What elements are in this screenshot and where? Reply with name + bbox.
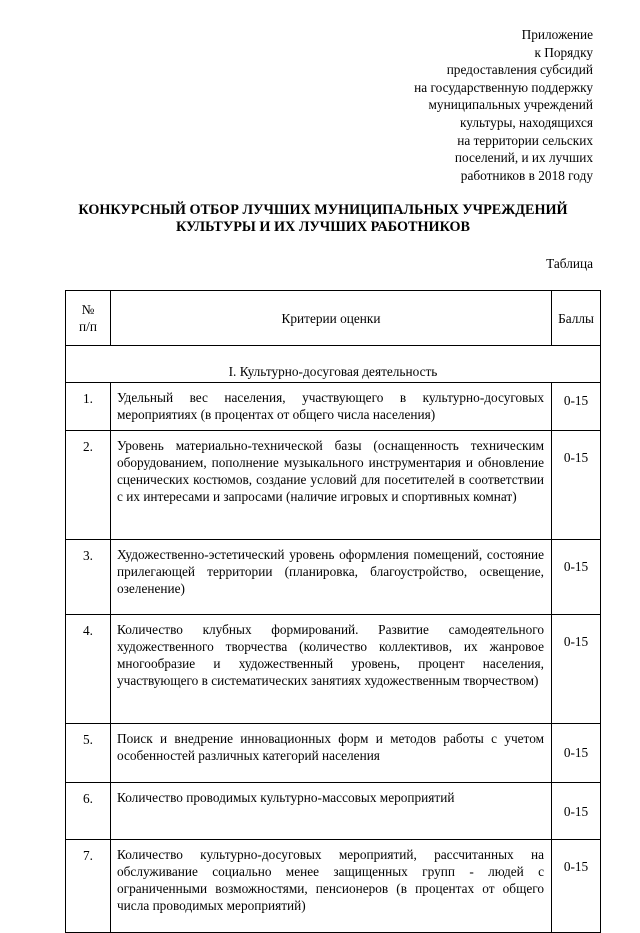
document-title <box>48 202 598 236</box>
row-number: 1. <box>66 383 111 431</box>
appendix-line: поселений, и их лучших <box>454 150 593 166</box>
appendix-line: Приложение <box>521 27 593 42</box>
row-number: 5. <box>66 724 111 783</box>
table-row <box>66 383 601 431</box>
row-score: 0-15 <box>552 724 601 783</box>
row-criteria: Уровень материально-технической базы (оснащенность техническим оборудованием, пополнение музыкального инструментария и обновление сценических костюмов, создание условий для посетителей в соответствии с их интересами и запросами (наличие игровых и спортивных комнат) <box>111 431 552 540</box>
table-row <box>66 540 601 615</box>
appendix-line: предоставления субсидий <box>446 62 593 78</box>
table-row <box>66 615 601 724</box>
row-number: 4. <box>66 615 111 724</box>
table-label: Таблица <box>546 256 593 271</box>
appendix-note <box>333 26 593 184</box>
header-criteria: Критерии оценки <box>111 291 552 346</box>
row-number: 3. <box>66 540 111 615</box>
appendix-line: муниципальных учреждений <box>428 97 593 113</box>
table-row <box>66 783 601 840</box>
appendix-line: культуры, находящихся <box>460 114 593 130</box>
criteria-table <box>65 290 601 933</box>
row-criteria: Художественно-эстетический уровень оформления помещений, состояние прилегающей территории (планировка, благоустройство, освещение, озеленение) <box>111 540 552 615</box>
appendix-line: на государственную поддержку <box>414 79 593 95</box>
row-score: 0-15 <box>552 383 601 431</box>
section-title: I. Культурно-досуговая деятельность <box>66 346 601 383</box>
row-score: 0-15 <box>552 840 601 933</box>
document-title-line-1: КОНКУРСНЫЙ ОТБОР ЛУЧШИХ МУНИЦИПАЛЬНЫХ УЧРЕЖДЕНИЙ <box>78 202 568 218</box>
table-row <box>66 431 601 540</box>
row-score: 0-15 <box>552 615 601 724</box>
row-score: 0-15 <box>552 540 601 615</box>
row-criteria: Количество культурно-досуговых мероприятий, рассчитанных на обслуживание социально менее защищенных групп - людей с ограниченными возможностями, пенсионеров (в процентах от общего числа проводимых мероприятий) <box>111 840 552 933</box>
row-criteria: Количество проводимых культурно-массовых мероприятий <box>111 783 552 840</box>
appendix-line: на территории сельских <box>457 132 593 148</box>
appendix-line: к Порядку <box>534 44 593 60</box>
row-score: 0-15 <box>552 431 601 540</box>
section-row <box>66 346 601 383</box>
row-criteria: Удельный вес населения, участвующего в культурно-досуговых мероприятиях (в процентах от общего числа населения) <box>111 383 552 431</box>
row-number: 2. <box>66 431 111 540</box>
document-title-line-2: КУЛЬТУРЫ И ИХ ЛУЧШИХ РАБОТНИКОВ <box>175 219 471 235</box>
row-criteria: Количество клубных формирований. Развитие самодеятельного художественного творчества (количество коллективов, их жанровое многообразие и художественный уровень, процент населения, участвующего в систематических занятиях художественным творчеством) <box>111 615 552 724</box>
header-number-abbr: п/п <box>79 319 97 334</box>
table-header-row <box>66 291 601 346</box>
row-score: 0-15 <box>552 783 601 840</box>
row-number: 6. <box>66 783 111 840</box>
table-row <box>66 840 601 933</box>
header-number <box>66 291 111 346</box>
row-criteria: Поиск и внедрение инновационных форм и методов работы с учетом особенностей различных категорий населения <box>111 724 552 783</box>
header-number-symbol: № <box>81 302 95 317</box>
appendix-line: работников в 2018 году <box>460 167 593 183</box>
table-row <box>66 724 601 783</box>
row-number: 7. <box>66 840 111 933</box>
header-score: Баллы <box>552 291 601 346</box>
